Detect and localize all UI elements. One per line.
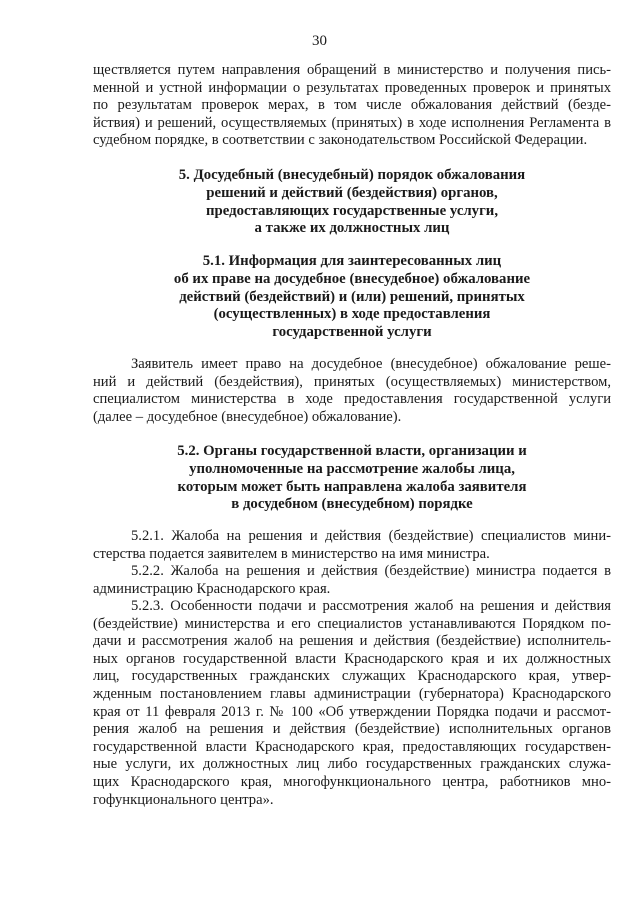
paragraph-5-2-3	[93, 598, 611, 809]
paragraph-intro	[93, 62, 611, 150]
section-heading-5-1	[93, 253, 611, 342]
heading-line: в досудебном (внесудебном) порядке	[231, 496, 473, 513]
section-heading-5-2	[93, 443, 611, 514]
heading-line: уполномоченные на рассмотрение жалобы лица,	[189, 460, 515, 477]
text-line: дачи и рассмотрения жалоб на решения и действия (бездействие) исполнитель-	[93, 633, 611, 650]
text-line: лиц, государственных гражданских служащих Краснодарского края, утвер-	[93, 668, 611, 685]
text-line: йствия) и решений, осуществляемых (принятых) в ходе исполнения Регламента в	[93, 114, 611, 131]
heading-line: действий (бездействий) и (или) решений, принятых	[179, 288, 525, 305]
paragraph-5-2-1	[93, 528, 611, 563]
heading-line: которым может быть направлена жалоба заявителя	[177, 478, 527, 495]
heading-line: об их праве на досудебное (внесудебное) обжалование	[173, 270, 531, 287]
heading-line: решений и действий (бездействия) органов,	[206, 184, 498, 201]
text-line: ных органов государственной власти Краснодарского края и их должностных	[93, 650, 611, 667]
heading-line: 5.1. Информация для заинтересованных лиц	[202, 253, 502, 269]
text-line: стерства подается заявителем в министерство на имя министра.	[93, 545, 490, 562]
text-line: государственной власти Краснодарского края, предоставляющих государствен-	[93, 738, 611, 755]
text-line: 5.2.1. Жалоба на решения и действия (бездействие) специалистов мини-	[131, 528, 611, 544]
text-line: администрацию Краснодарского края.	[93, 580, 331, 597]
text-line: (бездействие) министерства и его специалистов устанавливаются Порядком по-	[93, 615, 611, 632]
text-line: жденным постановлением главы администрации (губернатора) Краснодарского	[93, 685, 611, 702]
text-line: 5.2.3. Особенности подачи и рассмотрения жалоб на решения и действия	[131, 598, 611, 614]
text-line: (далее – досудебное (внесудебное) обжалование).	[93, 408, 402, 425]
paragraph-5-1	[93, 356, 611, 426]
text-line: ществляется путем направления обращений в министерство и получения пись-	[93, 62, 611, 78]
heading-line: 5.2. Органы государственной власти, организации и	[177, 443, 527, 459]
text-line: ные услуги, их должностных лиц либо государственных гражданских служа-	[93, 756, 611, 773]
heading-line: (осуществленных) в ходе предоставления	[213, 306, 491, 323]
text-line: щих Краснодарского края, многофункционального центра, работников мно-	[93, 773, 611, 790]
text-line: менной и устной информации о результатах проведенных проверок и принятых	[93, 79, 611, 96]
text-line: рения жалоб на решения и действия (бездействие) исполнительных органов	[93, 721, 611, 738]
page-number: 30	[312, 33, 327, 49]
heading-line: а также их должностных лиц	[254, 220, 450, 237]
heading-line: предоставляющих государственные услуги,	[205, 202, 499, 219]
text-line: края от 11 февраля 2013 г. № 100 «Об утверждении Порядка подачи и рассмот-	[93, 703, 611, 720]
heading-line: государственной услуги	[272, 324, 432, 341]
text-line: специалистом министерства в ходе предоставления государственной услуги	[93, 391, 611, 408]
text-line: ний и действий (бездействия), принятых (осуществляемых) министерством,	[93, 373, 611, 390]
text-line: гофункционального центра».	[93, 791, 274, 808]
text-line: по результатам проверок мерах, в том числе обжалования действий (безде-	[93, 97, 611, 114]
paragraph-5-2-2	[93, 563, 611, 598]
heading-line: 5. Досудебный (внесудебный) порядок обжалования	[178, 167, 526, 183]
text-line: судебном порядке, в соответствии с законодательством Российской Федерации.	[93, 132, 588, 149]
section-heading-5	[93, 167, 611, 238]
text-line: Заявитель имеет право на досудебное (внесудебное) обжалование реше-	[131, 356, 611, 372]
text-line: 5.2.2. Жалоба на решения и действия (бездействие) министра подается в	[131, 563, 611, 579]
